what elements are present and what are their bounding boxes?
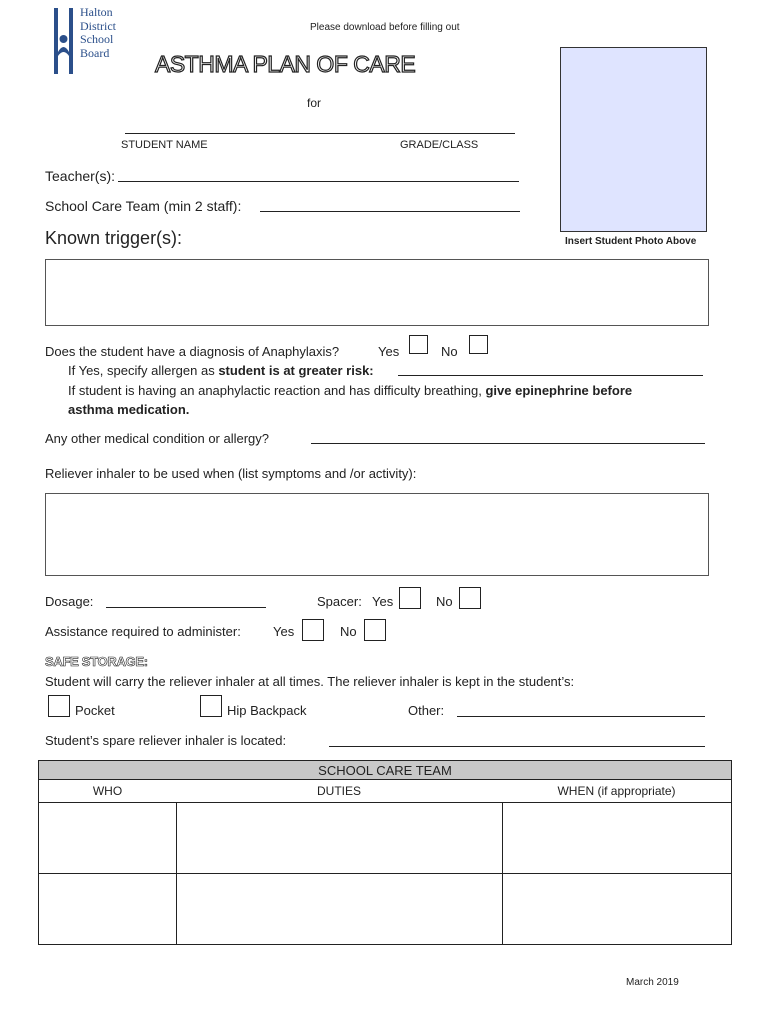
reaction-text xyxy=(68,383,632,398)
other-condition-label: Any other medical condition or allergy? xyxy=(45,431,270,446)
spacer-label: Spacer: xyxy=(317,594,362,609)
pocket-checkbox[interactable] xyxy=(48,695,70,717)
reaction-text-plain: If student is having an anaphylactic reaction and has difficulty breathing, xyxy=(68,383,486,398)
teachers-field[interactable] xyxy=(118,181,519,182)
school-care-team-table xyxy=(38,760,732,945)
anaphylaxis-yes-checkbox[interactable] xyxy=(409,335,428,354)
known-triggers-box[interactable] xyxy=(45,259,709,326)
allergen-field[interactable] xyxy=(398,375,703,376)
teachers-label: Teacher(s): xyxy=(45,168,116,184)
page-title: ASTHMA PLAN OF CARE xyxy=(155,51,416,77)
revision-date: March 2019 xyxy=(626,977,679,988)
grade-class-label: GRADE/CLASS xyxy=(400,139,479,151)
download-note: Please download before filling out xyxy=(310,22,460,33)
assistance-yes-label: Yes xyxy=(273,624,295,639)
dosage-field[interactable] xyxy=(106,607,266,608)
assistance-no-label: No xyxy=(340,624,357,639)
who-cell[interactable] xyxy=(39,874,177,945)
anaphylaxis-question: Does the student have a diagnosis of Anaphylaxis? xyxy=(45,344,340,359)
logo-line: School xyxy=(80,32,114,46)
when-cell[interactable] xyxy=(502,874,732,945)
student-name-line[interactable] xyxy=(125,133,515,134)
reliever-box[interactable] xyxy=(45,493,709,576)
duties-cell[interactable] xyxy=(176,803,502,874)
assistance-no-checkbox[interactable] xyxy=(364,619,386,641)
anaphylaxis-no-checkbox[interactable] xyxy=(469,335,488,354)
safe-storage-text: Student will carry the reliever inhaler at all times. The reliever inhaler is kept in the student’s: xyxy=(45,674,575,689)
school-board-logo xyxy=(52,6,132,74)
spare-inhaler-field[interactable] xyxy=(329,746,705,747)
column-header-who: WHO xyxy=(39,780,177,803)
allergen-specify-bold: student is at greater risk: xyxy=(218,363,374,378)
when-cell[interactable] xyxy=(502,803,732,874)
dosage-label: Dosage: xyxy=(45,594,94,609)
hip-backpack-checkbox[interactable] xyxy=(200,695,222,717)
care-team-label: School Care Team (min 2 staff): xyxy=(45,198,242,214)
hip-backpack-label: Hip Backpack xyxy=(227,703,307,718)
duties-cell[interactable] xyxy=(176,874,502,945)
anaphylaxis-no-label: No xyxy=(441,344,458,359)
anaphylaxis-yes-label: Yes xyxy=(378,344,400,359)
table-row xyxy=(39,803,732,874)
reliever-label: Reliever inhaler to be used when (list symptoms and /or activity): xyxy=(45,466,417,481)
spacer-yes-checkbox[interactable] xyxy=(399,587,421,609)
other-storage-label: Other: xyxy=(408,703,445,718)
logo-line: Halton xyxy=(80,5,113,19)
reaction-text-bold: give epinephrine before xyxy=(485,383,633,398)
team-table-title: SCHOOL CARE TEAM xyxy=(39,761,732,780)
care-team-field[interactable] xyxy=(260,211,520,212)
who-cell[interactable] xyxy=(39,803,177,874)
reaction-text-bold-2: asthma medication. xyxy=(68,402,190,417)
photo-caption: Insert Student Photo Above xyxy=(565,236,697,247)
assistance-yes-checkbox[interactable] xyxy=(302,619,324,641)
logo-line: Board xyxy=(80,45,110,60)
assistance-label: Assistance required to administer: xyxy=(45,624,241,639)
allergen-specify-prefix: If Yes, specify allergen as xyxy=(68,363,219,378)
table-row xyxy=(39,874,732,945)
pocket-label: Pocket xyxy=(75,703,115,718)
known-triggers-heading: Known trigger(s): xyxy=(45,228,183,248)
for-label: for xyxy=(307,96,322,110)
safe-storage-heading: SAFE STORAGE: xyxy=(45,654,148,669)
other-storage-field[interactable] xyxy=(457,716,705,717)
spare-inhaler-label: Student’s spare reliever inhaler is located: xyxy=(45,733,287,748)
logo-figure-icon xyxy=(52,8,76,74)
spacer-no-checkbox[interactable] xyxy=(459,587,481,609)
column-header-when: WHEN (if appropriate) xyxy=(502,780,732,803)
allergen-specify-text xyxy=(68,363,374,378)
column-header-duties: DUTIES xyxy=(176,780,502,803)
student-name-label: STUDENT NAME xyxy=(121,139,208,151)
other-condition-field[interactable] xyxy=(311,443,705,444)
logo-line: District xyxy=(80,18,116,33)
student-photo-box[interactable] xyxy=(560,47,707,232)
spacer-no-label: No xyxy=(436,594,453,609)
spacer-yes-label: Yes xyxy=(372,594,394,609)
